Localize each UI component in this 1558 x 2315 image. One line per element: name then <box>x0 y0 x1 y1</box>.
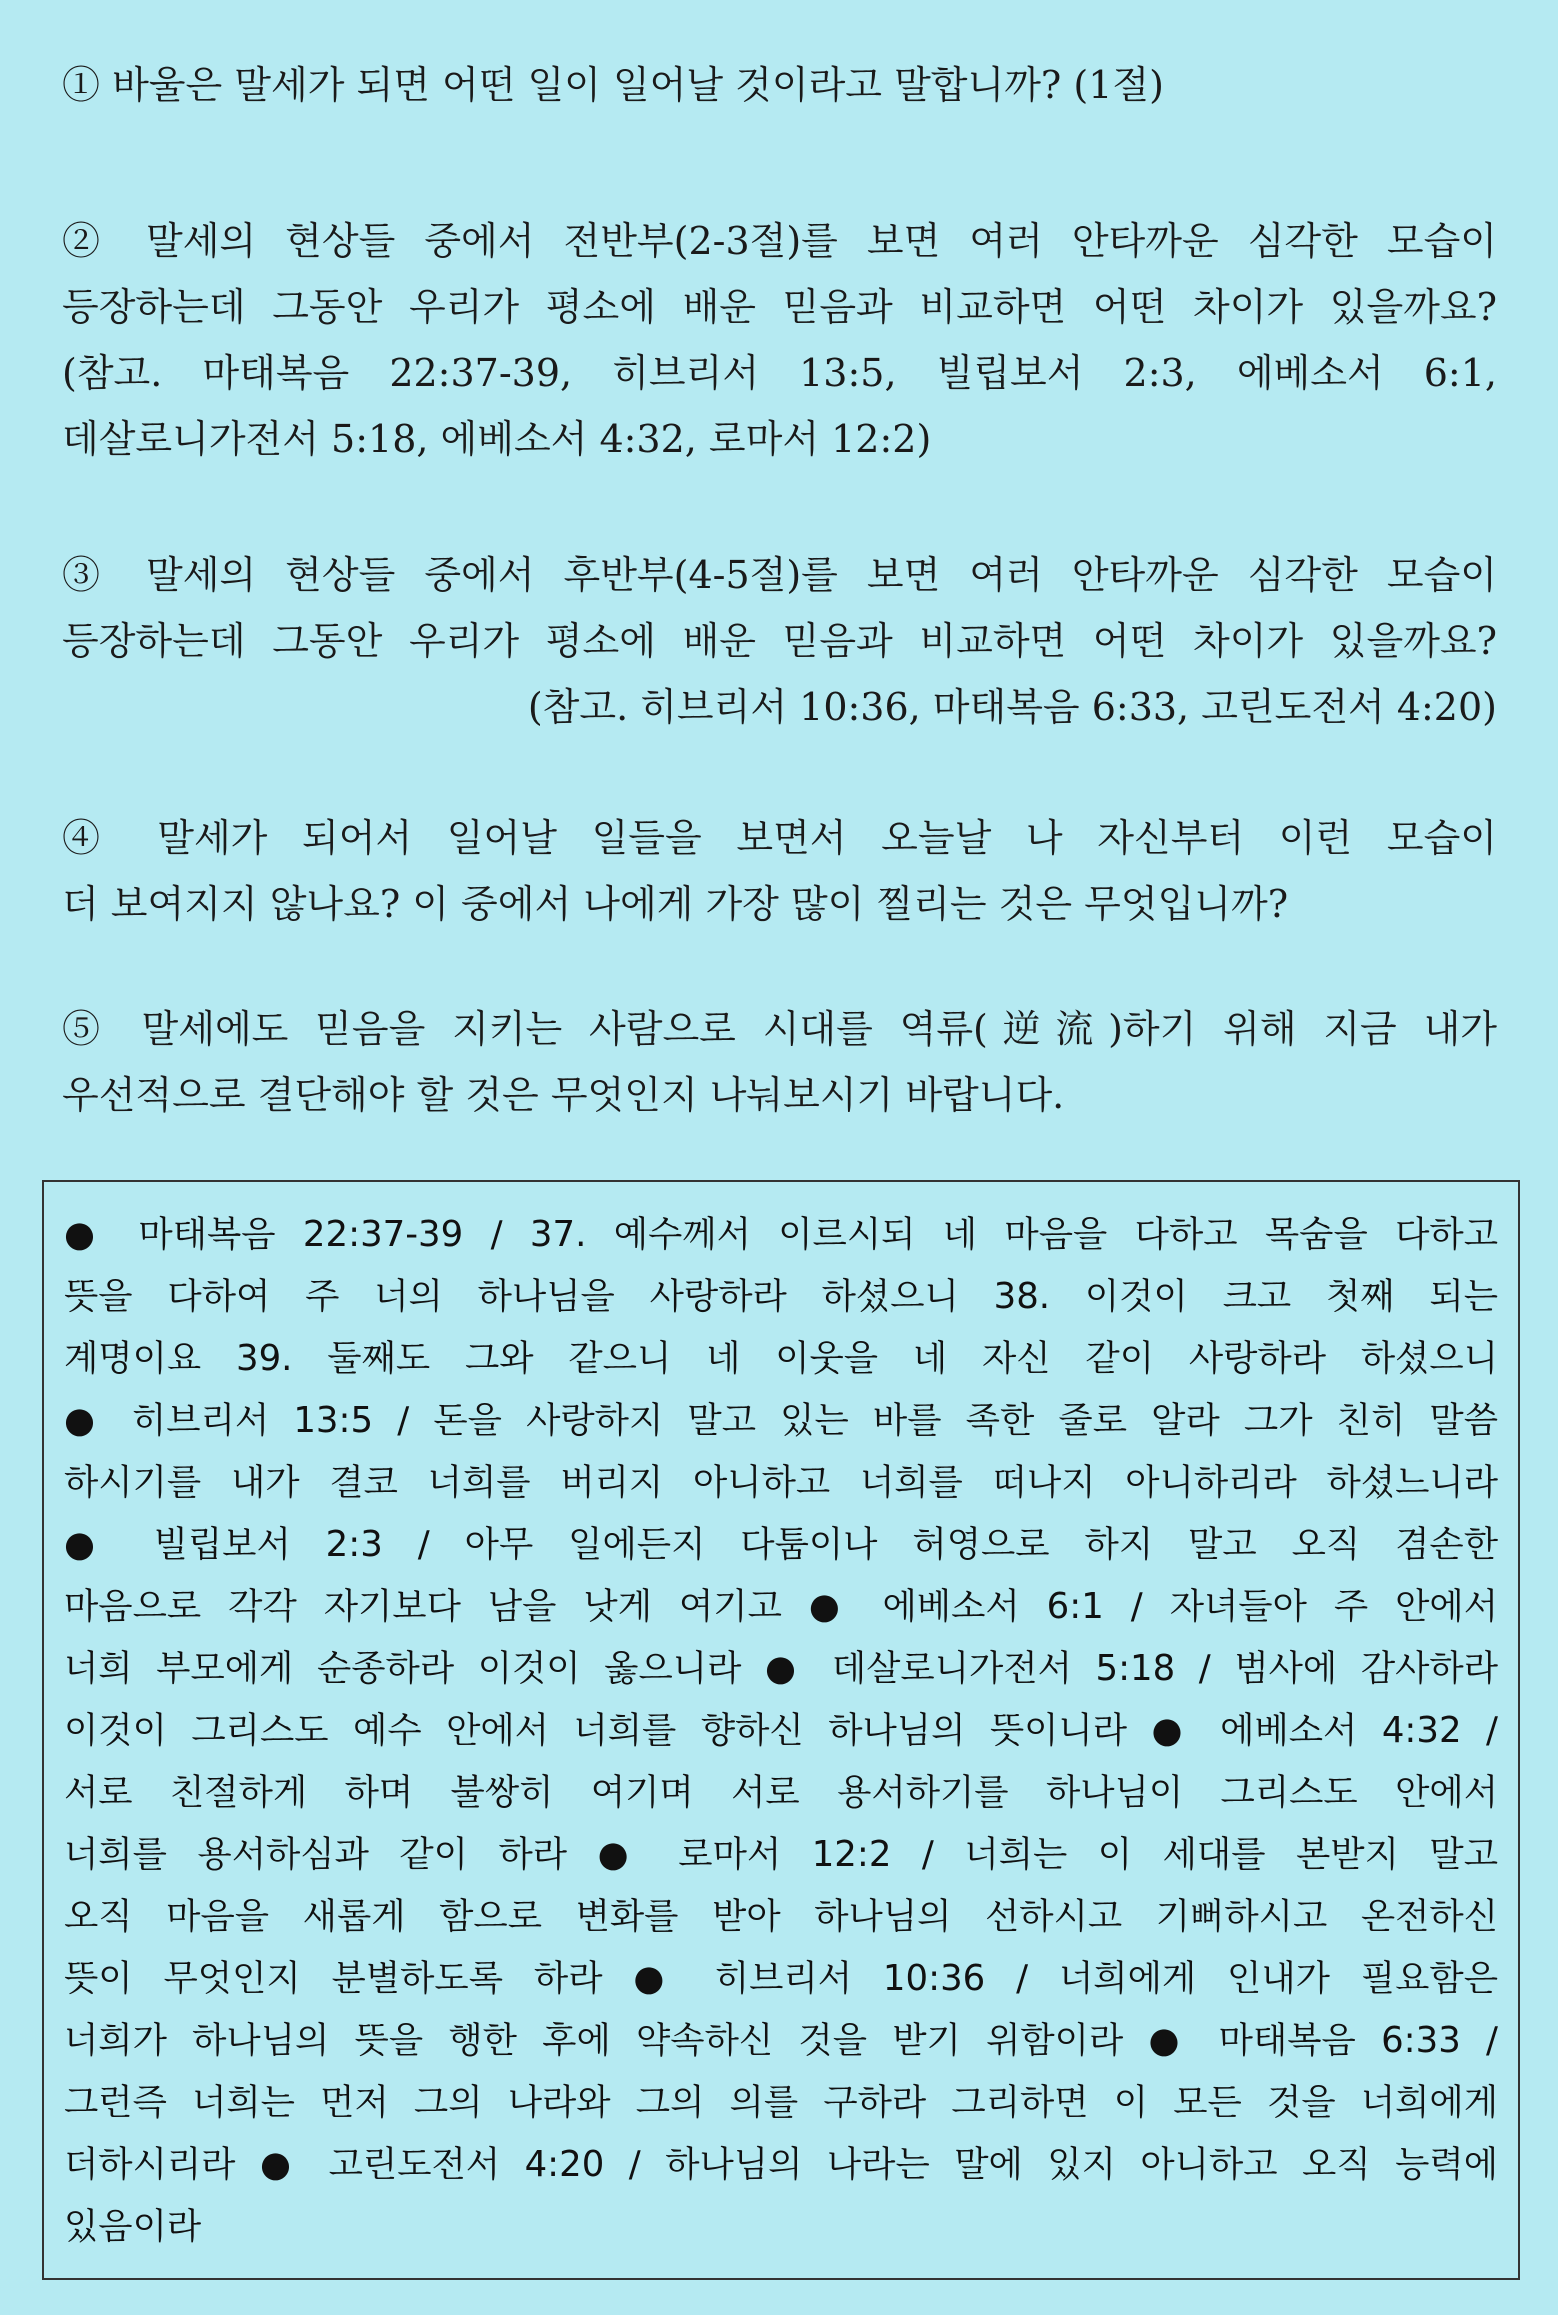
question-2 <box>62 208 1497 472</box>
question-3 <box>62 542 1497 740</box>
question-2-line: (참고. 마태복음 22:37-39, 히브리서 13:5, 빌립보서 2:3, 에베소서 6:1, <box>62 351 1497 395</box>
reference-line: 있음이라 <box>64 2206 202 2247</box>
reference-line: 계명이요 39. 둘째도 그와 같으니 네 이웃을 네 자신 같이 사랑하라 하셨으니 <box>64 1338 1498 1379</box>
reference-line: 더하시리라 ● 고린도전서 4:20 / 하나님의 나라는 말에 있지 아니하고 오직 능력에 <box>64 2144 1498 2185</box>
reference-line: 너희를 용서하심과 같이 하라 ● 로마서 12:2 / 너희는 이 세대를 본받지 말고 <box>64 1834 1498 1875</box>
reference-line: 뜻이 무엇인지 분별하도록 하라 ● 히브리서 10:36 / 너희에게 인내가 필요함은 <box>64 1958 1498 1999</box>
reference-line: 너희가 하나님의 뜻을 행한 후에 약속하신 것을 받기 위함이라 ● 마태복음 6:33 / <box>64 2020 1498 2061</box>
question-2-line: 등장하는데 그동안 우리가 평소에 배운 믿음과 비교하면 어떤 차이가 있을까요? <box>62 285 1497 329</box>
question-5-line: ⑤ 말세에도 믿음을 지키는 사람으로 시대를 역류(逆流)하기 위해 지금 내가 <box>62 1007 1497 1051</box>
question-4-line: ④ 말세가 되어서 일어날 일들을 보면서 오늘날 나 자신부터 이런 모습이 <box>62 816 1497 860</box>
reference-line: 하시기를 내가 결코 너희를 버리지 아니하고 너희를 떠나지 아니하리라 하셨느니라 <box>64 1462 1498 1503</box>
question-3-line: (참고. 히브리서 10:36, 마태복음 6:33, 고린도전서 4:20) <box>527 685 1497 729</box>
question-1-line: ① 바울은 말세가 되면 어떤 일이 일어날 것이라고 말합니까? (1절) <box>62 63 1164 107</box>
reference-line: ● 마태복음 22:37-39 / 37. 예수께서 이르시되 네 마음을 다하고 목숨을 다하고 <box>64 1214 1498 1255</box>
question-3-line: 등장하는데 그동안 우리가 평소에 배운 믿음과 비교하면 어떤 차이가 있을까요? <box>62 619 1497 663</box>
reference-line: 마음으로 각각 자기보다 남을 낫게 여기고 ● 에베소서 6:1 / 자녀들아 주 안에서 <box>64 1586 1498 1627</box>
reference-line: 서로 친절하게 하며 불쌍히 여기며 서로 용서하기를 하나님이 그리스도 안에서 <box>64 1772 1498 1813</box>
reference-line: 뜻을 다하여 주 너의 하나님을 사랑하라 하셨으니 38. 이것이 크고 첫째 되는 <box>64 1276 1498 1317</box>
question-5 <box>62 996 1497 1128</box>
reference-line: 너희 부모에게 순종하라 이것이 옳으니라 ● 데살로니가전서 5:18 / 범사에 감사하라 <box>64 1648 1498 1689</box>
question-4 <box>62 805 1497 937</box>
question-2-line: ② 말세의 현상들 중에서 전반부(2-3절)를 보면 여러 안타까운 심각한 모습이 <box>62 219 1497 263</box>
reference-line: ● 빌립보서 2:3 / 아무 일에든지 다툼이나 허영으로 하지 말고 오직 겸손한 <box>64 1524 1498 1565</box>
reference-line: ● 히브리서 13:5 / 돈을 사랑하지 말고 있는 바를 족한 줄로 알라 그가 친히 말씀 <box>64 1400 1498 1441</box>
reference-line: 오직 마음을 새롭게 함으로 변화를 받아 하나님의 선하시고 기뻐하시고 온전하신 <box>64 1896 1498 1937</box>
question-4-line: 더 보여지지 않나요? 이 중에서 나에게 가장 많이 찔리는 것은 무엇입니까? <box>62 882 1289 926</box>
question-2-line: 데살로니가전서 5:18, 에베소서 4:32, 로마서 12:2) <box>62 417 932 461</box>
question-5-line: 우선적으로 결단해야 할 것은 무엇인지 나눠보시기 바랍니다. <box>62 1073 1065 1117</box>
question-1 <box>62 52 1497 118</box>
reference-line: 이것이 그리스도 예수 안에서 너희를 향하신 하나님의 뜻이니라 ● 에베소서 4:32 / <box>64 1710 1498 1751</box>
reference-line: 그런즉 너희는 먼저 그의 나라와 그의 의를 구하라 그리하면 이 모든 것을 너희에게 <box>64 2082 1498 2123</box>
scripture-reference-box <box>42 1180 1520 2280</box>
question-3-line: ③ 말세의 현상들 중에서 후반부(4-5절)를 보면 여러 안타까운 심각한 모습이 <box>62 553 1497 597</box>
